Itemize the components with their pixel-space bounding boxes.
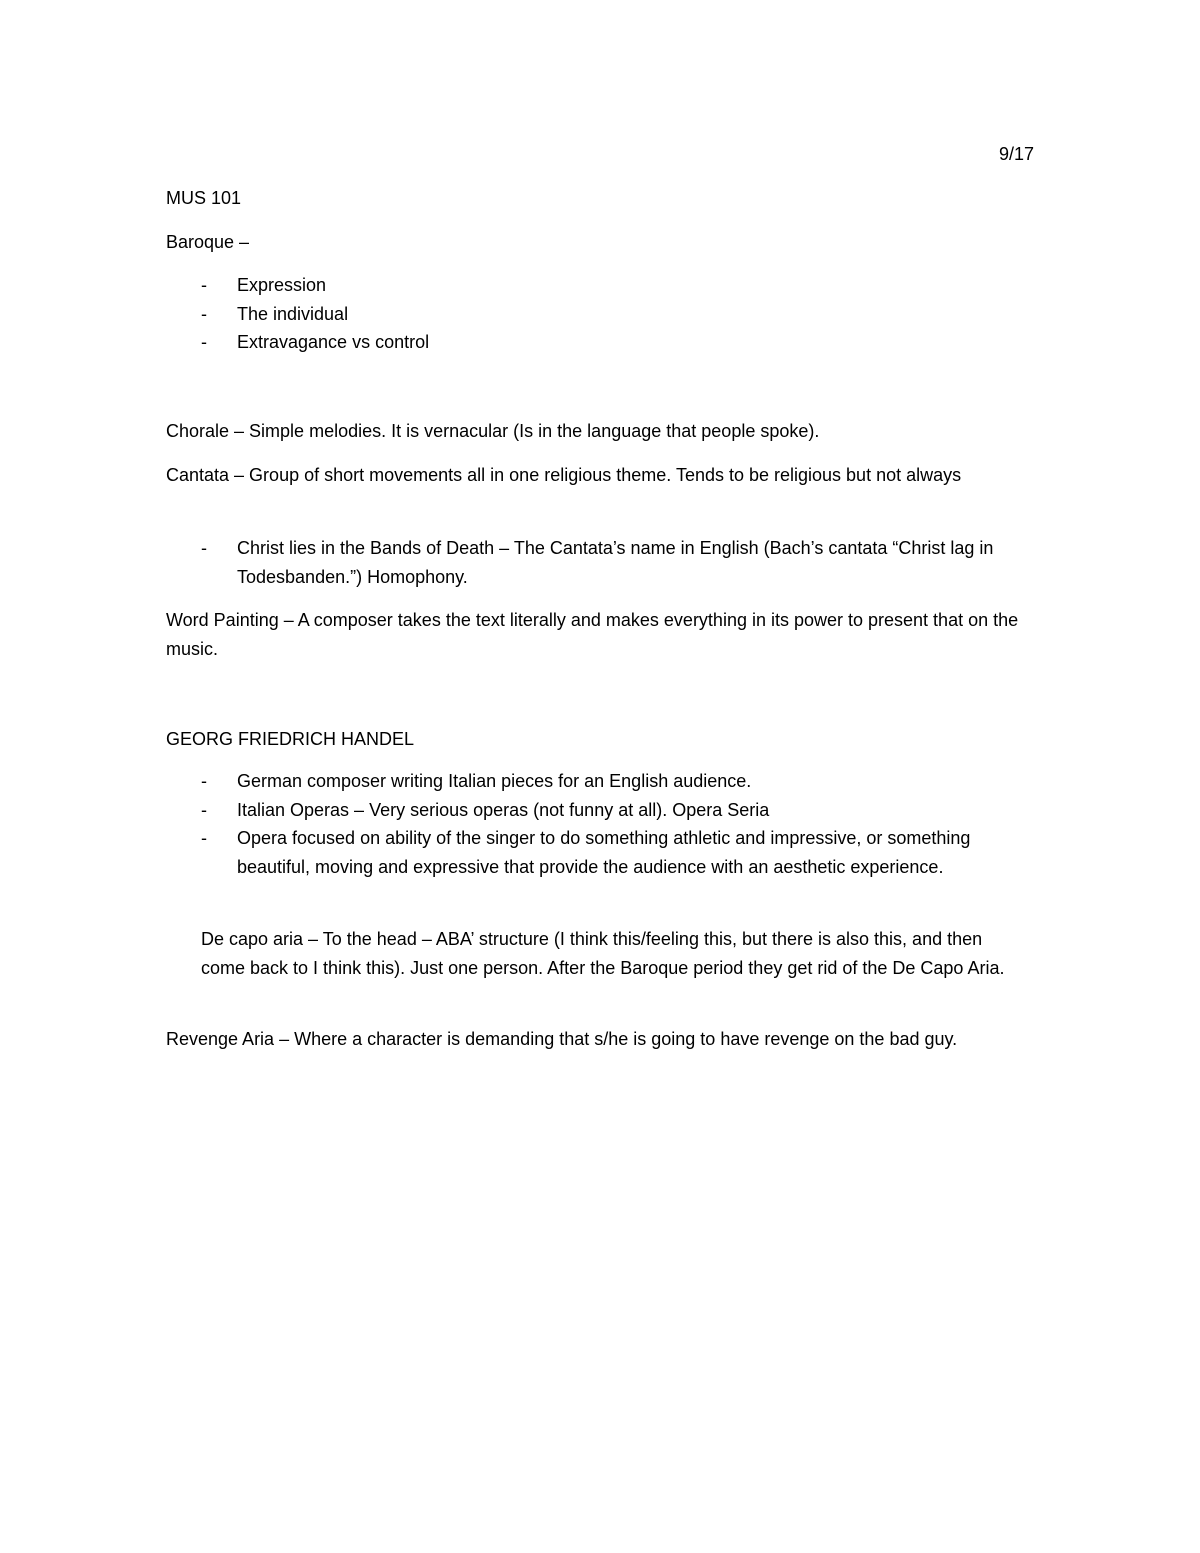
bullet-dash: -	[201, 771, 207, 791]
word-painting-paragraph: Word Painting – A composer takes the text literally and makes everything in its power to present that on the music.	[166, 610, 1019, 659]
bullet-text: Italian Operas – Very serious operas (not funny at all). Opera Seria	[237, 799, 770, 820]
course-title: MUS 101	[166, 188, 242, 208]
bullet-dash: -	[201, 303, 207, 324]
baroque-bullet-2	[166, 300, 1036, 329]
bullet-text: Expression	[237, 275, 327, 295]
bullet-dash: -	[201, 538, 207, 558]
baroque-bullet-3	[166, 328, 1036, 357]
handel-bullet-3	[166, 824, 1036, 881]
bullet-dash: -	[201, 828, 207, 848]
bullet-text: Opera focused on ability of the singer to do something athletic and impressive, or something beautiful, moving and expressive that provide the audience with an aesthetic experience.	[237, 828, 971, 877]
chorale-paragraph: Chorale – Simple melodies. It is vernacular (Is in the language that people spoke).	[166, 421, 820, 441]
bullet-dash: -	[201, 799, 207, 820]
bullet-text: The individual	[237, 303, 349, 324]
bullet-dash: -	[201, 332, 207, 352]
bullet-text: Extravagance vs control	[237, 332, 430, 352]
handel-heading: GEORG FRIEDRICH HANDEL	[166, 729, 415, 749]
baroque-heading: Baroque –	[166, 232, 250, 252]
de-capo-aria-paragraph: De capo aria – To the head – ABA’ structure (I think this/feeling this, but there is also this, and then come back to I think this). Just one person. After the Baroque period they get rid of the De Capo Aria.	[201, 929, 1005, 978]
bullet-text: German composer writing Italian pieces for an English audience.	[237, 771, 752, 791]
handel-bullet-1	[166, 767, 1036, 796]
date-label: 9/17	[998, 144, 1034, 164]
bullet-dash: -	[201, 275, 207, 295]
baroque-bullet-1	[166, 271, 1036, 300]
cantata-bullet-1	[166, 534, 1036, 591]
revenge-aria-paragraph: Revenge Aria – Where a character is demanding that s/he is going to have revenge on the bad guy.	[166, 1029, 958, 1049]
handel-bullet-2	[166, 796, 1036, 825]
cantata-paragraph: Cantata – Group of short movements all in one religious theme. Tends to be religious but not always	[166, 465, 962, 485]
bullet-text: Christ lies in the Bands of Death – The Cantata’s name in English (Bach’s cantata “Christ lag in Todesbanden.”) Homophony.	[237, 538, 994, 587]
